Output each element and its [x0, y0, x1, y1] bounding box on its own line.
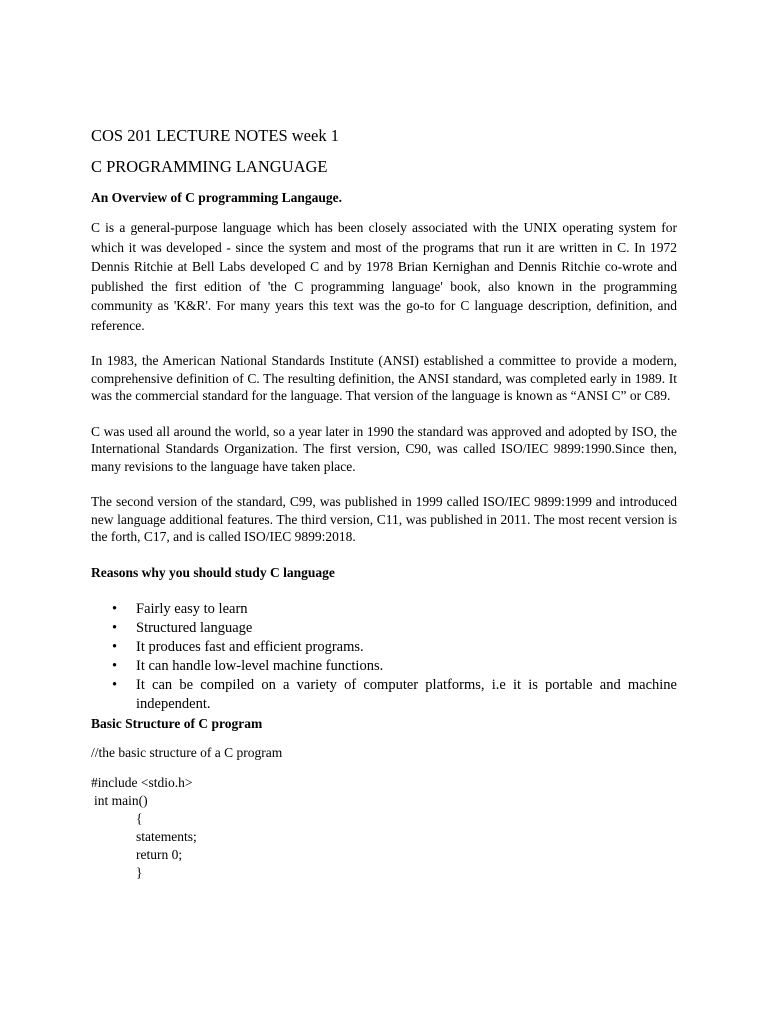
code-block [91, 774, 677, 882]
code-line-open-brace: { [136, 810, 143, 826]
structure-heading: Basic Structure of C program [91, 715, 263, 731]
list-item [91, 619, 677, 638]
bullet-icon: • [112, 619, 118, 636]
list-item-text: It can be compiled on a variety of computer platforms, i.e it is portable and machine independent. [136, 676, 677, 712]
code-line-close-brace: } [136, 864, 143, 880]
bullet-icon: • [112, 600, 118, 617]
list-item-text: It can handle low-level machine functions. [136, 657, 384, 674]
page-title: COS 201 LECTURE NOTES week 1 [91, 126, 339, 145]
code-line-include: #include <stdio.h> [91, 774, 193, 790]
list-item [91, 638, 677, 657]
reasons-heading: Reasons why you should study C language [91, 564, 335, 580]
paragraph-iso: C was used all around the world, so a year later in 1990 the standard was approved and adopted by ISO, the International Standards Organization. The first version, C90, was called ISO/IEC 9899:1990.Since then, many revisions to the language have taken place. [91, 423, 677, 474]
reasons-list [91, 600, 677, 714]
code-line-statements: statements; [136, 828, 197, 844]
list-item-text: Fairly easy to learn [136, 600, 248, 617]
list-item [91, 600, 677, 619]
paragraph-versions: The second version of the standard, C99, was published in 1999 called ISO/IEC 9899:1999 and introduced new language additional features. The third version, C11, was published in 2011. The most recent version is the forth, C17, and is called ISO/IEC 9899:2018. [91, 494, 677, 544]
code-comment: //the basic structure of a C program [91, 744, 283, 760]
document-page [91, 126, 677, 882]
list-item-text: Structured language [136, 619, 253, 636]
overview-heading: An Overview of C programming Langauge. [91, 190, 342, 205]
code-line-main: int main() [94, 792, 148, 808]
list-item [91, 657, 677, 676]
bullet-icon: • [112, 676, 118, 693]
page-subtitle: C PROGRAMMING LANGUAGE [91, 157, 328, 176]
paragraph-history: C is a general-purpose language which has been closely associated with the UNIX operating system for which it was developed - since the system and most of the programs that run it are written in C. In 1972 Dennis Ritchie at Bell Labs developed C and by 1978 Brian Kernighan and Dennis Ritchie co-wrote and published the first edition of 'the C programming language' book, also known in the programming community as 'K&R'. For many years this text was the go-to for C language description, definition, and reference. [91, 220, 677, 333]
list-item [91, 676, 677, 714]
bullet-icon: • [112, 638, 118, 655]
bullet-icon: • [112, 657, 118, 674]
paragraph-ansi: In 1983, the American National Standards Institute (ANSI) established a committee to provide a modern, comprehensive definition of C. The resulting definition, the ANSI standard, was completed early in 1989. It was the commercial standard for the language. That version of the language is known as “ANSI C” or C89. [91, 353, 677, 403]
list-item-text: It produces fast and efficient programs. [136, 638, 364, 655]
code-line-return: return 0; [136, 846, 183, 862]
